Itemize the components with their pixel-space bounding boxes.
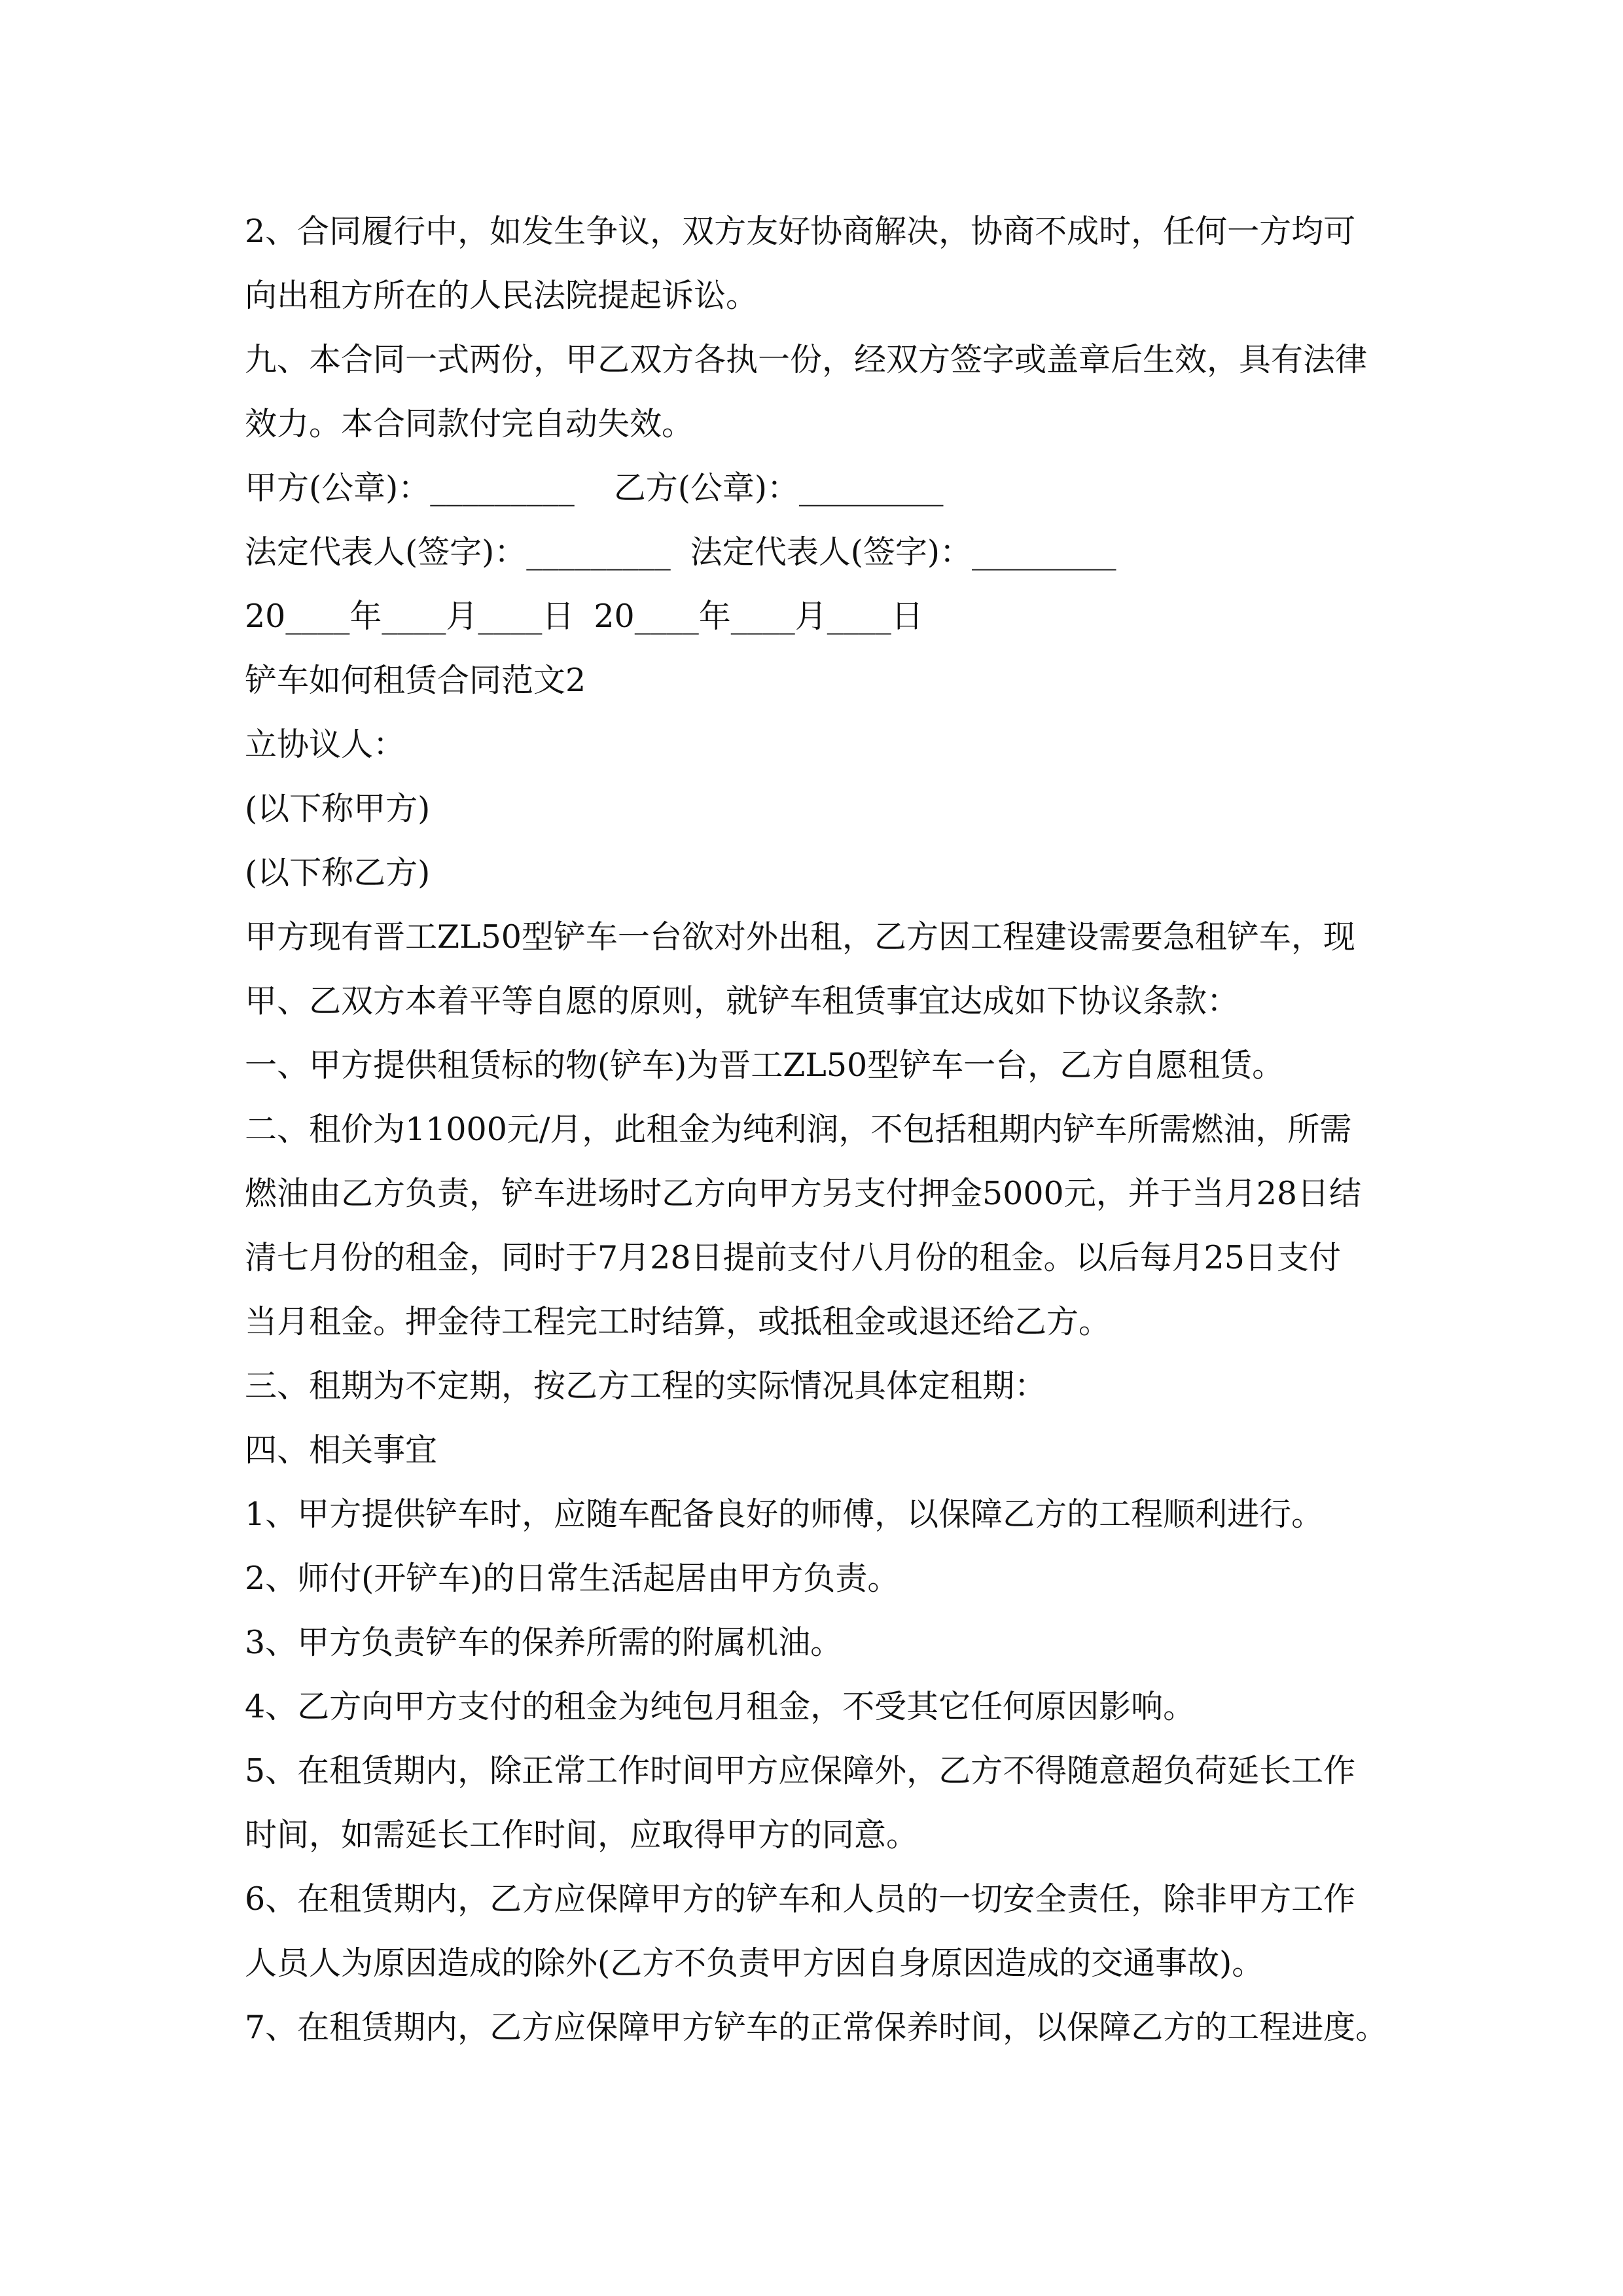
paragraph-line: 7、在租赁期内，乙方应保障甲方铲车的正常保养时间，以保障乙方的工程进度。 xyxy=(245,2009,1388,2046)
rep-a: 法定代表人(签字)：_________ xyxy=(245,533,671,571)
paragraph-line: 燃油由乙方负责，铲车进场时乙方向甲方另支付押金5000元，并于当月28日结 xyxy=(245,1175,1362,1212)
paragraph-line: 2、师付(开铲车)的日常生活起居由甲方负责。 xyxy=(245,1560,900,1597)
paragraph-line: 向出租方所在的人民法院提起诉讼。 xyxy=(245,277,758,314)
date-a: 20____年____月____日 xyxy=(245,598,575,635)
paragraph-line: 5、在租赁期内，除正常工作时间甲方应保障外，乙方不得随意超负荷延长工作 xyxy=(245,1752,1356,1789)
party-b-seal: 乙方(公章)：_________ xyxy=(613,469,944,507)
paragraph-line: 时间，如需延长工作时间，应取得甲方的同意。 xyxy=(245,1816,919,1854)
signature-rep-line xyxy=(245,520,1397,584)
rep-b: 法定代表人(签字)：_________ xyxy=(690,533,1116,571)
paragraph-line: 2、合同履行中，如发生争议，双方友好协商解决，协商不成时，任何一方均可 xyxy=(245,213,1356,250)
party-a-seal: 甲方(公章)：_________ xyxy=(245,469,575,507)
signature-date-line xyxy=(245,584,1397,649)
document-body xyxy=(245,200,1397,2060)
paragraph-line: 人员人为原因造成的除外(乙方不负责甲方因自身原因造成的交通事故)。 xyxy=(245,1945,1264,1982)
paragraph-line: 清七月份的租金，同时于7月28日提前支付八月份的租金。以后每月25日支付 xyxy=(245,1239,1341,1276)
signature-seal-line xyxy=(245,456,1397,520)
date-b: 20____年____月____日 xyxy=(594,598,923,635)
paragraph-line: 二、租价为11000元/月，此租金为纯利润，不包括租期内铲车所需燃油，所需 xyxy=(245,1111,1352,1148)
paragraph-line: 效力。本合同款付完自动失效。 xyxy=(245,405,694,442)
paragraph-line: 甲、乙双方本着平等自愿的原则，就铲车租赁事宜达成如下协议条款： xyxy=(245,982,1240,1020)
paragraph-line: 当月租金。押金待工程完工时结算，或抵租金或退还给乙方。 xyxy=(245,1303,1111,1340)
paragraph-line: 6、在租赁期内，乙方应保障甲方的铲车和人员的一切安全责任，除非甲方工作 xyxy=(245,1880,1356,1918)
paragraph-line: 九、本合同一式两份，甲乙双方各执一份，经双方签字或盖章后生效，具有法律 xyxy=(245,341,1368,378)
section-title: 铲车如何租赁合同范文2 xyxy=(245,662,586,699)
paragraph-line: (以下称甲方) xyxy=(245,790,431,827)
paragraph-line: 4、乙方向甲方支付的租金为纯包月租金，不受其它任何原因影响。 xyxy=(245,1688,1196,1725)
paragraph-line: 三、租期为不定期，按乙方工程的实际情况具体定租期： xyxy=(245,1367,1047,1405)
paragraph-line: 一、甲方提供租赁标的物(铲车)为晋工ZL50型铲车一台，乙方自愿租赁。 xyxy=(245,1047,1285,1084)
paragraph-line: 立协议人： xyxy=(245,726,406,763)
paragraph-line: (以下称乙方) xyxy=(245,854,431,891)
paragraph-line: 四、相关事宜 xyxy=(245,1431,438,1469)
paragraph-line: 1、甲方提供铲车时，应随车配备良好的师傅，以保障乙方的工程顺利进行。 xyxy=(245,1496,1324,1533)
paragraph-line: 甲方现有晋工ZL50型铲车一台欲对外出租，乙方因工程建设需要急租铲车，现 xyxy=(245,918,1355,956)
paragraph-line: 3、甲方负责铲车的保养所需的附属机油。 xyxy=(245,1624,843,1661)
